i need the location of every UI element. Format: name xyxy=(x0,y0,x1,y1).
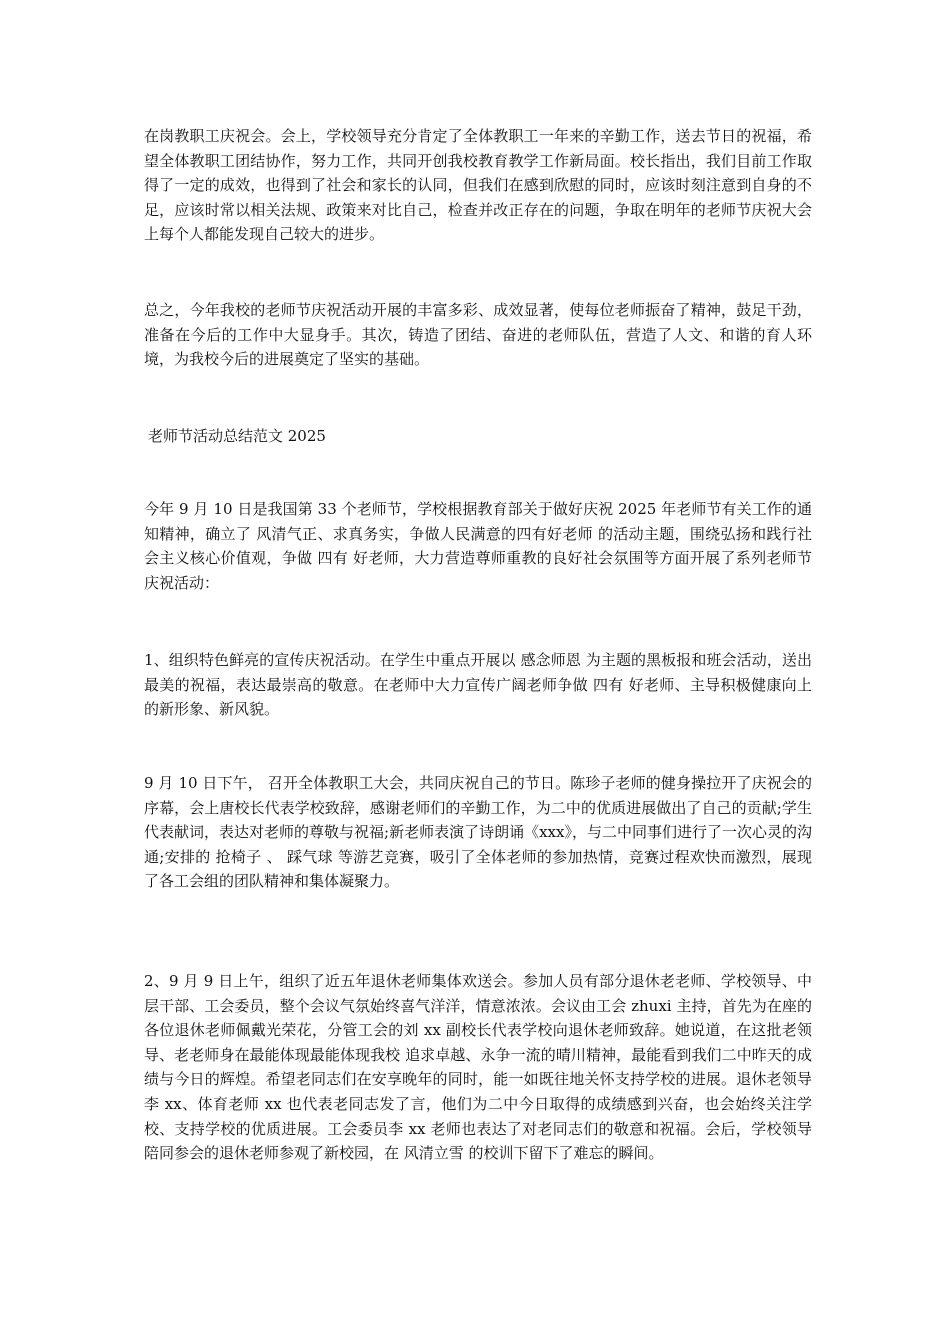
paragraph-summary: 总之，今年我校的老师节庆祝活动开展的丰富多彩、成效显著，使每位老师振奋了精神，鼓足干劲，准备在今后的工作中大显身手。其次，铸造了团结、奋进的老师队伍，营造了人文、和谐的育人环境，为我校今后的进展奠定了坚实的基础。 xyxy=(144,301,812,369)
paragraph-item-1: 1、组织特色鲜亮的宣传庆祝活动。在学生中重点开展以 感念师恩 为主题的黑板报和班会活动，送出最美的祝福，表达最崇高的敬意。在老师中大力宣传广阔老师争做 四有 好老师、主导积极健康向上的新形象、新风貌。 xyxy=(144,651,812,719)
paragraph-item-2: 2、9 月 9 日上午，组织了近五年退休老师集体欢送会。参加人员有部分退休老老师、学校领导、中层干部、工会委员，整个会议气氛始终喜气洋洋，情意浓浓。会议由工会 zhuxi 主持，首先为在座的各位退休老师佩戴光荣花，分管工会的刘 xx 副校长代表学校向退休老师致辞。她说道，在这批老领导、老老师身在最能体现最能体现我校 追求卓越、永争一流的晴川精神，最能看到我们二中昨天的成绩与今日的辉煌。希望老同志们在安享晚年的同时，能一如既往地关怀支持学校的进展。退休老领导李 xx、体育老师 xx 也代表老同志发了言，他们为二中今日取得的成绩感到兴奋，也会始终关注学校、支持学校的优质进展。工会委员李 xx 老师也表达了对老同志们的敬意和祝福。会后，学校领导陪同参会的退休老师参观了新校园，在 风清立雪 的校训下留下了难忘的瞬间。 xyxy=(144,972,812,1163)
section-heading: 老师节活动总结范文 2025 xyxy=(148,427,326,445)
paragraph-celebration-meeting: 在岗教职工庆祝会。会上，学校领导充分肯定了全体教职工一年来的辛勤工作，送去节日的祝福，希望全体教职工团结协作，努力工作，共同开创我校教育教学工作新局面。校长指出，我们目前工作取得了一定的成效，也得到了社会和家长的认同，但我们在感到欣慰的同时，应该时刻注意到自身的不足，应该时常以相关法规、政策来对比自己，检查并改正存在的问题，争取在明年的老师节庆祝大会上每个人都能发现自己较大的进步。 xyxy=(144,127,812,244)
paragraph-intro: 今年 9 月 10 日是我国第 33 个老师节，学校根据教育部关于做好庆祝 2025 年老师节有关工作的通知精神，确立了 风清气正、求真务实，争做人民满意的四有好老师 的活动主题，围绕弘扬和践行社会主义核心价值观，争做 四有 好老师，大力营造尊师重教的良好社会氛围等方面开展了系列老师节庆祝活动： xyxy=(144,500,812,592)
paragraph-staff-meeting: 9 月 10 日下午， 召开全体教职工大会，共同庆祝自己的节日。陈珍子老师的健身操拉开了庆祝会的序幕，会上唐校长代表学校致辞，感谢老师们的辛勤工作，为二中的优质进展做出了自己的贡献;学生代表献词，表达对老师的尊敬与祝福;新老师表演了诗朗诵《xxx》，与二中同事们进行了一次心灵的沟通;安排的 抢椅子 、 踩气球 等游艺竞赛，吸引了全体老师的参加热情，竞赛过程欢快而激烈，展现了各工会组的团队精神和集体凝聚力。 xyxy=(144,774,812,891)
